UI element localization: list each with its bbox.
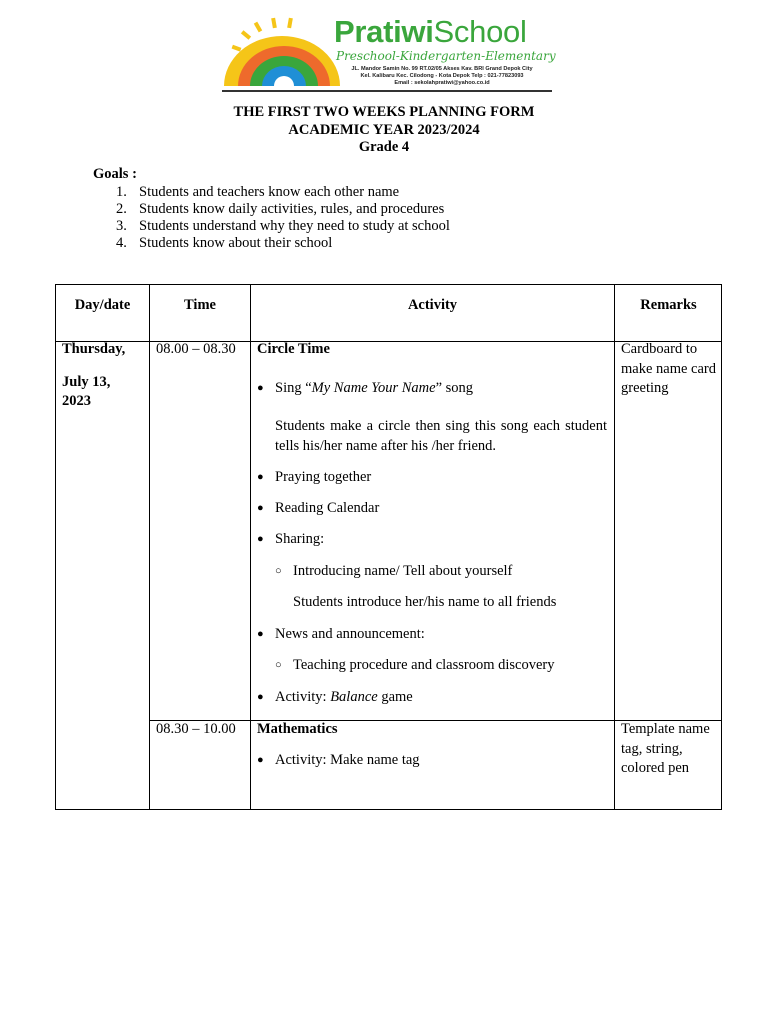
intro-description: Students introduce her/his name to all friends xyxy=(293,594,557,610)
goal-text: Students know about their school xyxy=(139,235,333,251)
time-cell-2: 08.30 – 10.00 xyxy=(156,721,236,737)
bullet-icon: ● xyxy=(257,754,264,766)
goal-item xyxy=(116,201,450,218)
header-divider xyxy=(222,90,552,92)
school-address xyxy=(322,66,562,87)
teaching-item: Teaching procedure and classroom discovery xyxy=(293,657,555,673)
column-divider xyxy=(149,285,150,809)
goal-number: 2. xyxy=(116,201,127,217)
school-tagline: Preschool-Kindergarten-Elementary xyxy=(336,49,556,63)
sing-suffix: ” song xyxy=(435,380,474,396)
intro-item: Introducing name/ Tell about yourself xyxy=(293,563,513,579)
subject-circle-time: Circle Time xyxy=(257,341,330,357)
goal-item xyxy=(116,235,450,252)
praying-item: Praying together xyxy=(275,469,372,485)
form-title xyxy=(0,104,768,157)
subject-mathematics: Mathematics xyxy=(257,721,338,737)
bullet-icon: ● xyxy=(257,533,264,545)
header-time: Time xyxy=(184,297,216,313)
goal-item xyxy=(116,184,450,201)
sharing-item: Sharing: xyxy=(275,531,325,547)
address-line-1: JL. Mandor Samin No. 99 RT.02/05 Akses Kav. BRI Grand Depok City xyxy=(351,66,533,72)
song-title: My Name Your Name xyxy=(311,380,436,396)
remarks-cell-2: Template name tag, string, colored pen xyxy=(621,721,710,776)
remarks-cell-1: Cardboard to make name card greeting xyxy=(621,341,717,396)
bullet-icon: ● xyxy=(257,628,264,640)
header-activity: Activity xyxy=(407,297,458,313)
balance-game-item xyxy=(275,688,413,708)
header-remarks: Remarks xyxy=(640,297,697,313)
goal-number: 4. xyxy=(116,235,127,251)
address-line-2: Kel. Kalibaru Kec. Cilodong - Kota Depok Telp : 021-77823093 xyxy=(360,73,524,79)
bullet-icon: ● xyxy=(257,382,264,394)
bullet-icon: ● xyxy=(257,691,264,703)
goal-text: Students know daily activities, rules, and procedures xyxy=(139,201,445,217)
goal-number: 3. xyxy=(116,218,127,234)
goal-text: Students and teachers know each other name xyxy=(139,184,400,200)
goals-list xyxy=(116,184,450,252)
school-name-bold: Pratiwi xyxy=(334,14,434,49)
goal-item xyxy=(116,218,450,235)
activity-cell-2 xyxy=(257,720,607,800)
day-year: 2023 xyxy=(62,393,91,409)
day-date-line: July 13, xyxy=(62,373,111,390)
header-day-date: Day/date xyxy=(74,297,131,313)
sing-description: Students make a circle then sing this song each student tells his/her name after his /her friend. xyxy=(275,418,607,454)
circle-bullet-icon: ○ xyxy=(275,659,282,671)
title-line-1: THE FIRST TWO WEEKS PLANNING FORM xyxy=(233,104,535,120)
column-divider xyxy=(614,285,615,809)
time-cell-1: 08.00 – 08.30 xyxy=(156,341,236,357)
activity-suffix: game xyxy=(377,689,413,705)
planning-table xyxy=(55,284,722,810)
news-item: News and announcement: xyxy=(275,626,425,642)
bullet-icon: ● xyxy=(257,471,264,483)
day-date-cell xyxy=(62,340,146,412)
game-name: Balance xyxy=(330,689,378,705)
school-name xyxy=(334,14,527,50)
goal-text: Students understand why they need to study at school xyxy=(139,218,450,234)
circle-bullet-icon: ○ xyxy=(275,565,282,577)
bullet-icon: ● xyxy=(257,502,264,514)
calendar-item: Reading Calendar xyxy=(275,500,380,516)
school-name-rest: School xyxy=(433,14,527,49)
activity-prefix: Activity: xyxy=(275,689,331,705)
activity-cell-1 xyxy=(257,340,607,720)
sing-prefix: Sing “ xyxy=(275,380,312,396)
name-tag-item: Activity: Make name tag xyxy=(275,752,420,768)
day-name: Thursday, xyxy=(62,341,126,357)
goal-number: 1. xyxy=(116,184,127,200)
address-line-3: Email : sekolahpratiwi@yahoo.co.id xyxy=(394,80,490,86)
sing-song-item xyxy=(275,379,473,399)
title-line-3: Grade 4 xyxy=(358,139,410,155)
title-line-2: ACADEMIC YEAR 2023/2024 xyxy=(288,121,480,138)
column-divider xyxy=(250,285,251,809)
goals-label: Goals : xyxy=(93,166,137,182)
